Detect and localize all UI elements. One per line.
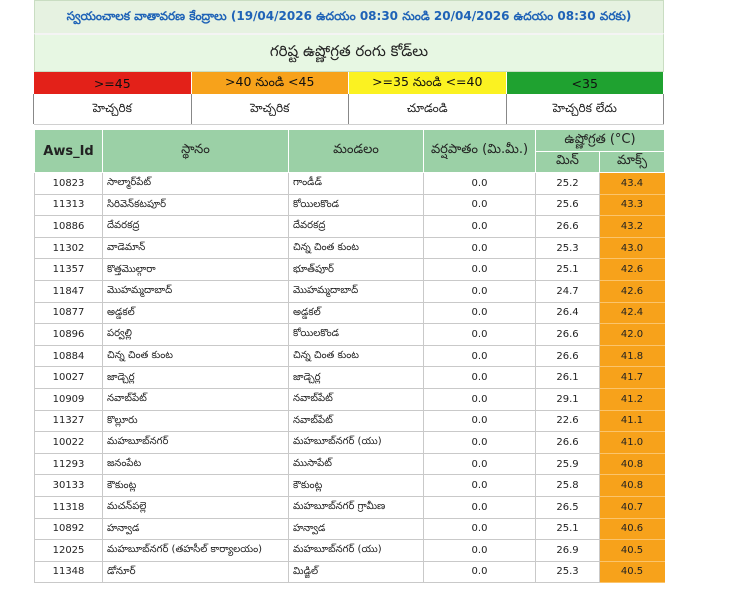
cell-max-temp: 41.1 xyxy=(600,410,665,432)
cell-place: నవాబ్‌పేట్ xyxy=(103,388,289,410)
cell-min-temp: 25.9 xyxy=(536,453,600,475)
cell-min-temp: 25.1 xyxy=(536,259,600,281)
cell-min-temp: 26.6 xyxy=(536,432,600,454)
table-row xyxy=(35,388,665,410)
legend-color-row xyxy=(34,72,664,94)
cell-place: కౌకుంట్ల xyxy=(103,475,289,497)
cell-aws-id: 10027 xyxy=(35,367,103,389)
cell-place: అడ్డకల్ xyxy=(103,302,289,324)
cell-rainfall: 0.0 xyxy=(424,259,536,281)
weather-report-sheet xyxy=(34,0,664,583)
cell-place: పర్వల్లి xyxy=(103,324,289,346)
legend-range-red: >=45 xyxy=(34,72,192,94)
cell-mandal: చిన్న చింత కుంట xyxy=(289,345,424,367)
cell-min-temp: 26.6 xyxy=(536,216,600,238)
cell-place: మచన్‌పల్లె xyxy=(103,496,289,518)
table-row xyxy=(35,367,665,389)
cell-min-temp: 26.9 xyxy=(536,540,600,562)
station-rows xyxy=(35,173,665,583)
cell-mandal: కోయిలకొండ xyxy=(289,324,424,346)
legend-range-orange: >40 నుండి <45 xyxy=(192,72,350,94)
cell-place: డోనూర్ xyxy=(103,561,289,583)
cell-place: జాడ్చెర్ల xyxy=(103,367,289,389)
cell-aws-id: 10909 xyxy=(35,388,103,410)
cell-max-temp: 40.8 xyxy=(600,475,665,497)
cell-mandal: మహబూబ్‌నగర్ గ్రామీణ xyxy=(289,496,424,518)
cell-aws-id: 10823 xyxy=(35,173,103,195)
cell-mandal: మొహమ్మదాబాద్ xyxy=(289,280,424,302)
table-row xyxy=(35,302,665,324)
cell-min-temp: 25.3 xyxy=(536,237,600,259)
cell-rainfall: 0.0 xyxy=(424,453,536,475)
legend-meaning-orange: హెచ్చరిక xyxy=(191,94,350,124)
cell-place: మొహమ్మదాబాద్ xyxy=(103,280,289,302)
cell-rainfall: 0.0 xyxy=(424,518,536,540)
cell-max-temp: 43.0 xyxy=(600,237,665,259)
cell-aws-id: 11357 xyxy=(35,259,103,281)
station-table xyxy=(34,129,665,583)
cell-max-temp: 42.0 xyxy=(600,324,665,346)
table-row xyxy=(35,237,665,259)
table-row xyxy=(35,280,665,302)
legend-meaning-row xyxy=(34,94,664,125)
cell-aws-id: 11327 xyxy=(35,410,103,432)
cell-rainfall: 0.0 xyxy=(424,216,536,238)
cell-place: దేవరకద్ర xyxy=(103,216,289,238)
cell-mandal: కౌకుంట్ల xyxy=(289,475,424,497)
cell-aws-id: 10896 xyxy=(35,324,103,346)
cell-max-temp: 40.6 xyxy=(600,518,665,540)
legend-meaning-green: హెచ్చరిక లేదు xyxy=(506,94,665,124)
cell-aws-id: 10877 xyxy=(35,302,103,324)
cell-rainfall: 0.0 xyxy=(424,194,536,216)
header-max: మాక్స్ xyxy=(600,152,665,173)
cell-min-temp: 25.8 xyxy=(536,475,600,497)
cell-rainfall: 0.0 xyxy=(424,561,536,583)
cell-place: సాల్మార్‌పేట్ xyxy=(103,173,289,195)
report-title: స్వయంచాలక వాతావరణ కేంద్రాలు (19/04/2026 ఉదయం 08:30 నుండి 20/04/2026 ఉదయం 08:30 వరకు) xyxy=(34,0,664,33)
cell-max-temp: 40.5 xyxy=(600,561,665,583)
cell-min-temp: 26.5 xyxy=(536,496,600,518)
cell-aws-id: 10886 xyxy=(35,216,103,238)
cell-mandal: మహబూబ్‌నగర్ (యు) xyxy=(289,540,424,562)
cell-mandal: అడ్డకల్ xyxy=(289,302,424,324)
cell-place: కొల్లూరు xyxy=(103,410,289,432)
cell-min-temp: 26.1 xyxy=(536,367,600,389)
cell-aws-id: 11293 xyxy=(35,453,103,475)
cell-rainfall: 0.0 xyxy=(424,388,536,410)
table-row xyxy=(35,518,665,540)
cell-rainfall: 0.0 xyxy=(424,345,536,367)
cell-max-temp: 40.5 xyxy=(600,540,665,562)
cell-rainfall: 0.0 xyxy=(424,432,536,454)
cell-min-temp: 25.3 xyxy=(536,561,600,583)
cell-rainfall: 0.0 xyxy=(424,280,536,302)
table-row xyxy=(35,540,665,562)
table-row xyxy=(35,259,665,281)
cell-mandal: హన్వాడ xyxy=(289,518,424,540)
cell-rainfall: 0.0 xyxy=(424,496,536,518)
cell-mandal: జాడ్చెర్ల xyxy=(289,367,424,389)
cell-mandal: భూత్‌పూర్ xyxy=(289,259,424,281)
legend-meaning-yellow: చూడండి xyxy=(348,94,507,124)
cell-max-temp: 43.4 xyxy=(600,173,665,195)
cell-min-temp: 29.1 xyxy=(536,388,600,410)
legend-range-green: <35 xyxy=(507,72,665,94)
cell-aws-id: 10884 xyxy=(35,345,103,367)
color-codes-heading: గరిష్ట ఉష్ణోగ్రత రంగు కోడ్‌లు xyxy=(34,33,664,72)
cell-mandal: మహబూబ్‌నగర్ (యు) xyxy=(289,432,424,454)
cell-min-temp: 24.7 xyxy=(536,280,600,302)
cell-min-temp: 22.6 xyxy=(536,410,600,432)
table-row xyxy=(35,475,665,497)
table-row xyxy=(35,194,665,216)
cell-rainfall: 0.0 xyxy=(424,540,536,562)
cell-mandal: ముసాపేట్ xyxy=(289,453,424,475)
cell-place: మహబూబ్‌నగర్ (తహసీల్ కార్యాలయం) xyxy=(103,540,289,562)
cell-aws-id: 10022 xyxy=(35,432,103,454)
table-row xyxy=(35,432,665,454)
table-row xyxy=(35,496,665,518)
cell-min-temp: 26.4 xyxy=(536,302,600,324)
cell-rainfall: 0.0 xyxy=(424,324,536,346)
header-aws-id: Aws_Id xyxy=(35,130,103,173)
cell-min-temp: 25.1 xyxy=(536,518,600,540)
cell-mandal: దేవరకద్ర xyxy=(289,216,424,238)
cell-aws-id: 10892 xyxy=(35,518,103,540)
cell-rainfall: 0.0 xyxy=(424,410,536,432)
cell-max-temp: 41.8 xyxy=(600,345,665,367)
cell-mandal: మిడ్జిల్ xyxy=(289,561,424,583)
cell-aws-id: 11313 xyxy=(35,194,103,216)
cell-max-temp: 40.7 xyxy=(600,496,665,518)
header-temperature: ఉష్ణోగ్రత (°C) xyxy=(536,130,665,152)
cell-rainfall: 0.0 xyxy=(424,367,536,389)
header-min: మిన్ xyxy=(536,152,600,173)
cell-place: జనంపేట xyxy=(103,453,289,475)
cell-max-temp: 43.3 xyxy=(600,194,665,216)
table-row xyxy=(35,453,665,475)
cell-max-temp: 40.8 xyxy=(600,453,665,475)
cell-mandal: నవాబ్‌పేట్ xyxy=(289,388,424,410)
cell-aws-id: 11847 xyxy=(35,280,103,302)
table-row xyxy=(35,216,665,238)
cell-place: వాడెమాన్ xyxy=(103,237,289,259)
cell-min-temp: 25.2 xyxy=(536,173,600,195)
cell-mandal: కోయిలకొండ xyxy=(289,194,424,216)
header-mandal: మండలం xyxy=(289,130,424,173)
cell-mandal: చిన్న చింత కుంట xyxy=(289,237,424,259)
cell-place: సిరివెన్‌కటపూర్ xyxy=(103,194,289,216)
header-place: స్థానం xyxy=(103,130,289,173)
table-row xyxy=(35,345,665,367)
cell-min-temp: 25.6 xyxy=(536,194,600,216)
cell-place: మహబూబ్‌నగర్ xyxy=(103,432,289,454)
table-row xyxy=(35,324,665,346)
cell-aws-id: 30133 xyxy=(35,475,103,497)
cell-place: హన్వాడ xyxy=(103,518,289,540)
cell-rainfall: 0.0 xyxy=(424,475,536,497)
cell-aws-id: 12025 xyxy=(35,540,103,562)
cell-place: చిన్న చింత కుంట xyxy=(103,345,289,367)
cell-max-temp: 42.6 xyxy=(600,280,665,302)
cell-min-temp: 26.6 xyxy=(536,345,600,367)
cell-place: కొత్తమొల్గారా xyxy=(103,259,289,281)
table-row xyxy=(35,173,665,195)
legend-range-yellow: >=35 నుండి <=40 xyxy=(349,72,507,94)
header-rainfall: వర్షపాతం (మి.మీ.) xyxy=(424,130,536,173)
cell-max-temp: 41.2 xyxy=(600,388,665,410)
legend-meaning-red: హెచ్చరిక xyxy=(33,94,192,124)
cell-max-temp: 41.0 xyxy=(600,432,665,454)
cell-aws-id: 11318 xyxy=(35,496,103,518)
cell-rainfall: 0.0 xyxy=(424,302,536,324)
cell-max-temp: 43.2 xyxy=(600,216,665,238)
cell-min-temp: 26.6 xyxy=(536,324,600,346)
cell-max-temp: 42.4 xyxy=(600,302,665,324)
cell-max-temp: 42.6 xyxy=(600,259,665,281)
cell-aws-id: 11302 xyxy=(35,237,103,259)
table-row xyxy=(35,561,665,583)
table-row xyxy=(35,410,665,432)
cell-rainfall: 0.0 xyxy=(424,237,536,259)
cell-mandal: నవాబ్‌పేట్ xyxy=(289,410,424,432)
cell-max-temp: 41.7 xyxy=(600,367,665,389)
cell-rainfall: 0.0 xyxy=(424,173,536,195)
cell-aws-id: 11348 xyxy=(35,561,103,583)
cell-mandal: గాండీడ్ xyxy=(289,173,424,195)
